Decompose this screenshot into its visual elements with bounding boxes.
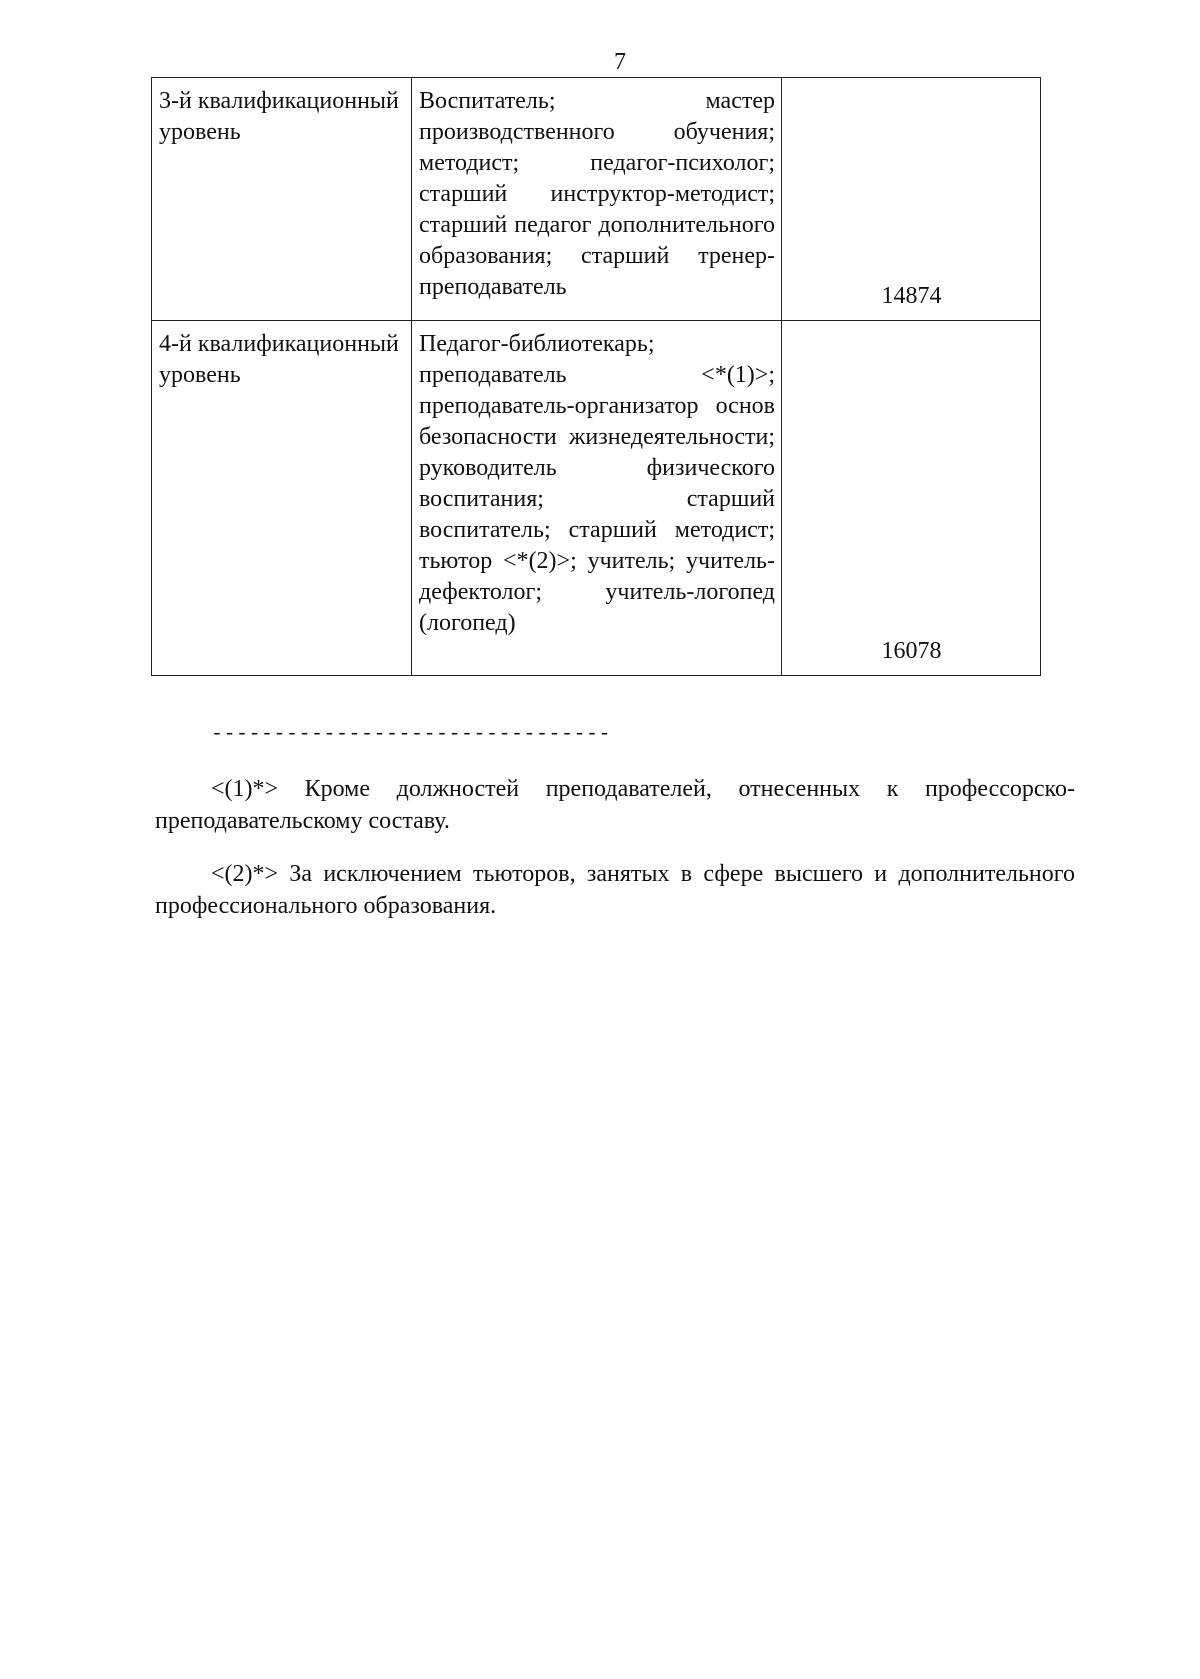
table-row (152, 321, 1041, 676)
qualification-level-cell: 3-й квалификационный уровень (152, 78, 412, 321)
salary-cell: 14874 (782, 78, 1041, 321)
page-number: 7 (614, 49, 626, 75)
footnote-2: <(2)*> За исключением тьюторов, занятых в сфере высшего и дополнительного профессионального образования. (155, 861, 1075, 919)
qualification-level-cell: 4-й квалификационный уровень (152, 321, 412, 676)
positions-cell: Воспитатель; мастер производственного обучения; методист; педагог-психолог; старший инструктор-методист; старший педагог дополнительного образования; старший тренер-преподаватель (412, 78, 782, 321)
salary-cell: 16078 (782, 321, 1041, 676)
footnote-separator: -------------------------------- (211, 723, 612, 746)
positions-cell: Педагог-библиотекарь; преподаватель <*(1)>; преподаватель-организатор основ безопасности жизнедеятельности; руководитель физического воспитания; старший воспитатель; старший методист; тьютор <*(2)>; учитель; учитель-дефектолог; учитель-логопед (логопед) (412, 321, 782, 676)
footnote-1: <(1)*> Кроме должностей преподавателей, отнесенных к профессорско-преподавательскому составу. (155, 776, 1075, 834)
salary-table (151, 77, 1041, 676)
table-row (152, 78, 1041, 321)
